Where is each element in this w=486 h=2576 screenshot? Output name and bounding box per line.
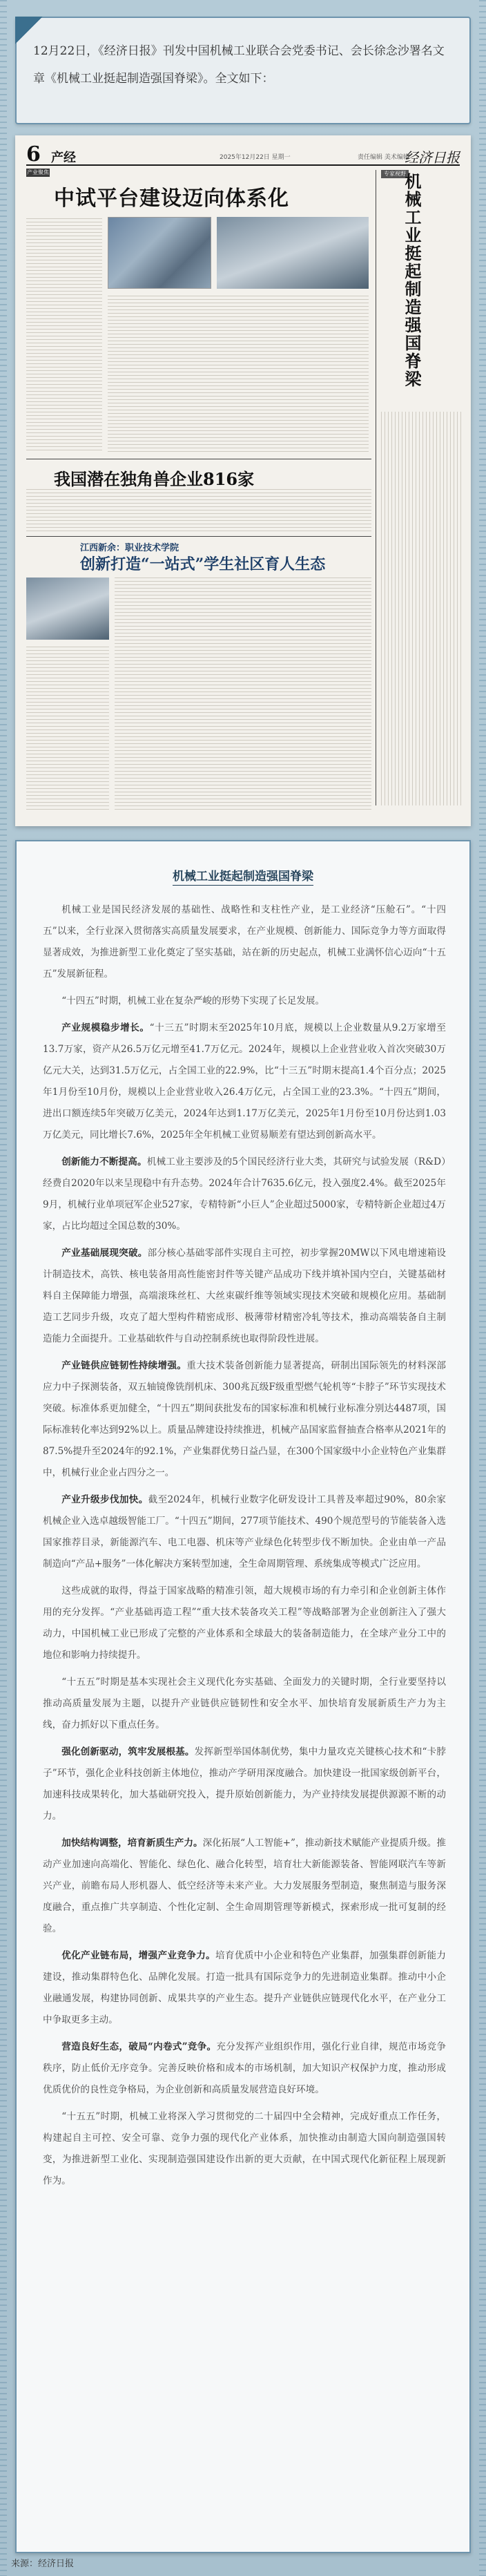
article-paragraph: 这些成就的取得，得益于国家战略的精准引领，超大规模市场的有力牵引和企业创新主体作用的充分发挥。“产业基础再造工程”“重大技术装备攻关工程”等战略部署为企业创新注入了强大动力，中国机械工业已形成了完整的产业体系和全球最大的装备制造能力，在全球产业分工中的地位和影响力持续提升。 — [43, 1585, 446, 1661]
article-paragraph: “十五五”时期是基本实现社会主义现代化夯实基础、全面发力的关键时期，全行业要坚持以推动高质量发展为主题，以提升产业链供应链韧性和安全水平、加快培育发展新质生产力为主线，奋力抓好以下重点任务。 — [43, 1677, 446, 1730]
headline-unicorn: 我国潜在独角兽企业816家 — [54, 469, 255, 489]
news-text-block — [115, 578, 371, 812]
news-photo — [26, 578, 109, 640]
headline-pilot-platform: 中试平台建设迈向体系化 — [54, 187, 289, 211]
news-photo — [217, 217, 369, 289]
subhead-jiangxi: 江西新余：职业技术学院 — [80, 543, 179, 553]
side-tag: 专家视野 — [381, 170, 409, 178]
issue-date: 2025年12月22日 星期一 — [220, 154, 291, 161]
page-number: 6 — [26, 142, 41, 166]
article-card — [15, 840, 471, 2553]
news-text-block — [26, 647, 109, 812]
article-paragraph: 产业规模稳步增长。“十三五”时期末至2025年10月底，规模以上企业数量从9.2万家增至13.7万家，资产从26.5万亿元增至41.7万亿元。2024年，规模以上企业营业收入首次突破30万亿元大关，达到31.5万亿元，占全国工业的22.9%，比“十三五”时期末提高1.4个百分点；2025年1月份至10月份，规模以上企业营业收入26.4万亿元，占全国工业的23.3%。“十四五”期间，进出口额连续5年突破万亿美元，2024年达到1.17万亿美元，2025年1月份至10月份达到1.03万亿美元，同比增长7.6%，2025年全年机械工业贸易顺差有望达到创新高水平。 — [43, 1022, 446, 1141]
news-text-block — [26, 489, 371, 533]
intro-text: 12月22日，《经济日报》刊发中国机械工业联合会党委书记、会长徐念沙署名文章《机械工业挺起制造强国脊梁》。全文如下： — [33, 44, 445, 86]
article-paragraph: 创新能力不断提高。机械工业主要涉及的5个国民经济行业大类，其研究与试验发展（R&D）经费自2020年以来呈现稳中有升态势。2024年合计7635.6亿元，投入强度2.4%。截至2025年9月，机械行业单项冠军企业527家，专精特新“小巨人”企业超过5000家，专精特新企业超过4万家，占比均超过全国总数的30%。 — [43, 1156, 447, 1232]
section-rule — [26, 536, 371, 537]
column-tag: 产业聚焦 — [27, 169, 49, 175]
headline-student-community: 创新打造“一站式”学生社区育人生态 — [80, 555, 326, 573]
article-paragraph: 营造良好生态，破局“内卷式”竞争。充分发挥产业组织作用，强化行业自律，规范市场竞争秩序，防止低价无序竞争。完善反映价格和成本的市场机制，加大知识产权保护力度，推动形成优质优价的良性竞争格局，为企业创新和高质量发展营造良好环境。 — [43, 2041, 447, 2095]
vertical-headline: 机械工业挺起制造强国脊梁 — [402, 173, 422, 388]
source-credit: 来源：经济日报 — [11, 2559, 75, 2569]
article-paragraph: 产业基础展现突破。部分核心基础零部件实现自主可控，初步掌握20MW以下风电增速箱设计制造技术，高铁、核电装备用高性能密封件等关键产品成功下线并填补国内空白，关键基础材料自主保障能力增强，高端滚珠丝杠、大丝束碳纤维等领域实现技术突破和规模化应用。基础制造工艺同步升级，攻克了超大型构件精密成形、极薄带材精密冷轧等技术，推动高端装备自主制造能力全面提升。工业基础软件与自动控制系统也取得阶段性进展。 — [43, 1248, 447, 1344]
right-decor-border — [479, 0, 486, 2576]
news-text-block — [108, 296, 369, 453]
article-paragraph: “十五五”时期，机械工业将深入学习贯彻党的二十届四中全会精神，完成好重点工作任务，构建起自主可控、安全可靠、竞争力强的现代化产业体系，加快推动由制造大国向制造强国转变，为推进新型工业化、实现制造强国建设作出新的更大贡献，在中国式现代化新征程上展现新作为。 — [43, 2111, 446, 2186]
article-title: 机械工业挺起制造强国脊梁 — [17, 866, 469, 884]
left-decor-border — [0, 0, 7, 2576]
article-paragraph: 机械工业是国民经济发展的基础性、战略性和支柱性产业，是工业经济“压舱石”。“十四五”以来，全行业深入贯彻落实高质量发展要求，在产业规模、创新能力、国际竞争力等方面取得显著成效，为推进新型工业化奠定了坚实基础，站在新的历史起点，机械工业满怀信心迈向“十五五”发展新征程。 — [43, 904, 446, 980]
article-paragraph: 产业链供应链韧性持续增强。重大技术装备创新能力显著提高，研制出国际领先的材料深部应力中子探测装备，双五轴镜像铣削机床、300兆瓦级F级重型燃气轮机等“卡脖子”环节实现技术突破。标准体系更加健全，“十四五”期间获批发布的国家标准和机械行业标准分别达4487项，国际标准转化率达到92%以上。质量品牌建设持续推进，机械产品国家监督抽查合格率从2021年的87.5%提升至2024年的92.1%，产业集群优势日益凸显，在300个国家级中小企业特色产业集群中，机械行业企业占四分之一。 — [43, 1360, 447, 1478]
article-paragraph: 强化创新驱动，筑牢发展根基。发挥新型举国体制优势，集中力量攻克关键核心技术和“卡脖子”环节，强化企业科技创新主体地位，推动产学研用深度融合。加快建设一批国家级创新平台，加速科技成果转化，加大基础研究投入，提升原始创新能力，为产业持续发展提供源源不断的动力。 — [43, 1746, 446, 1822]
newspaper-logo: 经济日报 — [405, 149, 460, 166]
news-photo — [108, 217, 211, 289]
newspaper-masthead — [26, 142, 460, 166]
news-vertical-text — [381, 412, 463, 805]
editor-line: 责任编辑 美术编辑 — [358, 154, 409, 161]
article-paragraph: 产业升级步伐加快。截至2024年，机械行业数字化研发设计工具普及率超过90%，80余家机械企业入选卓越级智能工厂。“十四五”期间，277项节能技术、490个规范型号的节能装备入选国家推荐目录，新能源汽车、电工电器、机床等产业绿色化转型步伐不断加快。企业由单一产品制造向“产品+服务”一体化解决方案转型加速，全生命周期管理、系统集成等模式广泛应用。 — [43, 1494, 447, 1570]
news-text-block — [26, 218, 102, 453]
article-paragraph: 优化产业链布局，增强产业竞争力。培育优质中小企业和特色产业集群，加强集群创新能力建设，推动集群特色化、品牌化发展。打造一批具有国际竞争力的先进制造业集群。推动中小企业融通发展，构建协同创新、成果共享的产业生态。提升产业链供应链现代化水平，在产业分工中争取更多主动。 — [43, 1950, 446, 2025]
newspaper-image — [15, 135, 471, 826]
article-paragraph: 加快结构调整，培育新质生产力。深化拓展“人工智能+”，推动新技术赋能产业提质升级。推动产业加速向高端化、智能化、绿色化、融合化转型，培育壮大新能源装备、智能网联汽车等新兴产业，前瞻布局人形机器人、低空经济等未来产业。大力发展服务型制造，聚焦制造与服务深度融合，重点推广共享制造、个性化定制、全生命周期管理等新模式，探索形成一批可复制的经验。 — [43, 1838, 446, 1934]
article-paragraph: “十四五”时期，机械工业在复杂严峻的形势下实现了长足发展。 — [61, 995, 325, 1006]
intro-card — [15, 17, 471, 124]
section-name: 产经 — [51, 151, 76, 165]
